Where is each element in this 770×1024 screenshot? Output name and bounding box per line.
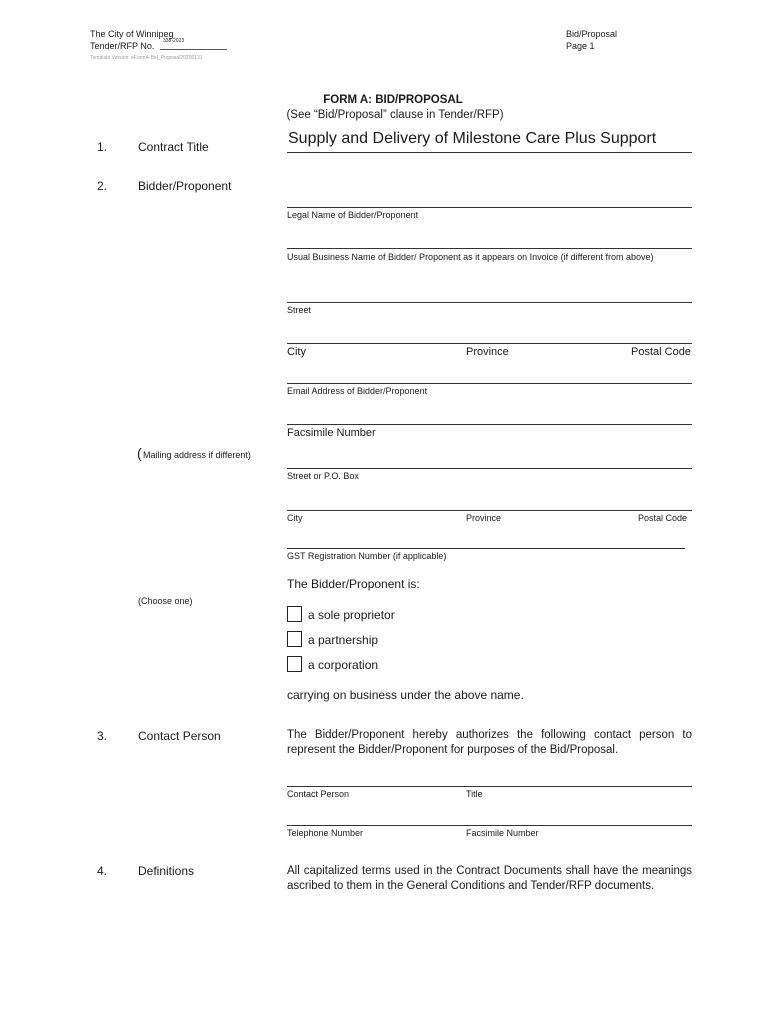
city-line[interactable]	[287, 343, 692, 344]
section-3-number: 3.	[97, 729, 108, 743]
province-caption: Province	[466, 346, 509, 358]
section-2-number: 2.	[97, 179, 108, 193]
org-name: The City of Winnipeg	[90, 29, 174, 39]
postal-code-caption: Postal Code	[631, 346, 691, 358]
email-line[interactable]	[287, 383, 692, 384]
street-caption: Street	[287, 305, 312, 315]
corporation-checkbox[interactable]	[287, 656, 302, 672]
street-line[interactable]	[287, 302, 692, 303]
city-caption: City	[287, 346, 306, 358]
tender-label: Tender/RFP No.	[90, 41, 155, 51]
section-4-label: Definitions	[138, 864, 195, 878]
bidder-is-label: The Bidder/Proponent is:	[287, 577, 420, 591]
usual-name-caption: Usual Business Name of Bidder/ Proponent as it appears on Invoice (if different from above)	[287, 252, 654, 262]
contract-title-line	[287, 152, 692, 153]
doc-type: Bid/Proposal	[566, 29, 618, 39]
city2-caption: City	[287, 513, 303, 523]
province2-caption: Province	[466, 513, 502, 523]
contact-person-caption: Contact Person	[287, 789, 350, 799]
contact-person-line[interactable]	[287, 786, 692, 787]
contact-title-caption: Title	[466, 789, 483, 799]
partnership-checkbox[interactable]	[287, 631, 302, 647]
legal-name-line[interactable]	[287, 207, 692, 208]
corporation-label: a corporation	[308, 658, 379, 672]
contact-fax-caption: Facsimile Number	[466, 828, 539, 838]
fax-line[interactable]	[287, 424, 692, 425]
section-1-label: Contract Title	[138, 140, 209, 154]
postal2-caption: Postal Code	[638, 513, 688, 523]
contract-title-value: Supply and Delivery of Milestone Care Plus Support	[288, 130, 657, 147]
tender-number-line	[160, 49, 227, 50]
section-4-number: 4.	[97, 864, 108, 878]
fax-caption: Facsimile Number	[287, 427, 376, 439]
template-version: Template Version: eFormA-Bid_Proposal20200131	[90, 55, 203, 61]
telephone-caption: Telephone Number	[287, 828, 364, 838]
email-caption: Email Address of Bidder/Proponent	[287, 386, 428, 396]
contact-authorization-text: The Bidder/Proponent hereby authorizes the following contact person to represent the Bidder/Proponent for purposes of the Bid/Proposal.	[287, 729, 692, 756]
partnership-label: a partnership	[308, 633, 379, 647]
mailing-note: Mailing address if different)	[143, 450, 251, 460]
street-po-line[interactable]	[287, 468, 692, 469]
city2-line[interactable]	[287, 510, 692, 511]
section-1-number: 1.	[97, 140, 108, 154]
legal-name-caption: Legal Name of Bidder/Proponent	[287, 210, 419, 220]
carrying-on-text: carrying on business under the above name.	[287, 688, 524, 702]
sole-proprietor-checkbox[interactable]	[287, 606, 302, 622]
tender-number: 338-2023	[163, 38, 185, 44]
street-po-caption: Street or P.O. Box	[287, 471, 359, 481]
gst-line[interactable]	[287, 548, 685, 549]
usual-name-line[interactable]	[287, 248, 692, 249]
section-3-label: Contact Person	[138, 729, 221, 743]
mailing-paren: (	[137, 445, 142, 461]
sole-proprietor-label: a sole proprietor	[308, 608, 395, 622]
definitions-text: All capitalized terms used in the Contract Documents shall have the meanings ascribed to them in the General Conditions and Tender/RFP documents.	[287, 865, 692, 892]
choose-one-note: (Choose one)	[138, 596, 193, 606]
form-title: FORM A: BID/PROPOSAL	[323, 94, 463, 106]
gst-caption: GST Registration Number (if applicable)	[287, 551, 447, 561]
page-number: Page 1	[566, 41, 595, 51]
form-subtitle: (See “Bid/Proposal” clause in Tender/RFP)	[286, 109, 504, 121]
telephone-line[interactable]	[287, 825, 692, 826]
section-2-label: Bidder/Proponent	[138, 179, 232, 193]
